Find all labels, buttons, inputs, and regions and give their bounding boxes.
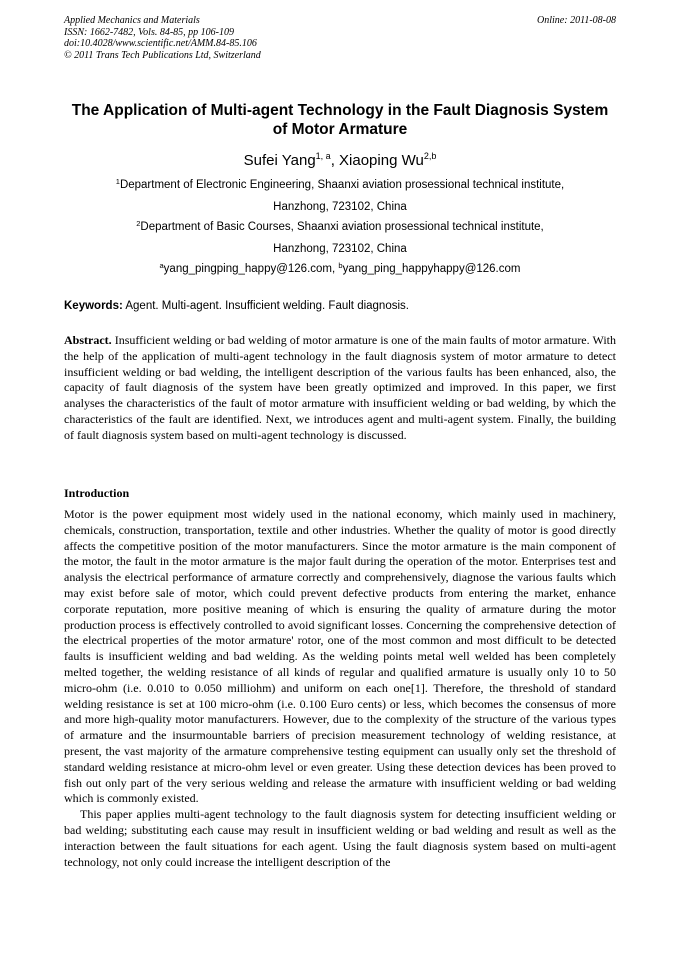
affiliation-line	[64, 217, 616, 239]
keywords-text: Agent. Multi-agent. Insufficient welding. Fault diagnosis.	[122, 300, 409, 312]
author-line	[64, 152, 616, 170]
email-text: yang_pingping_happy@126.com,	[163, 263, 339, 275]
paragraph: This paper applies multi-agent technology to the fault diagnosis system for detecting insufficient welding or bad welding; substituting each cause may result in insufficient welding or bad welding and result as well as the interaction between the fault situations for each agent. Using the fault diagnosis system based on multi-agent technology, not only could increase the intelligent description of the	[64, 807, 616, 869]
affiliation-line: Hanzhong, 723102, China	[273, 200, 407, 213]
author-name: Xiaoping Wu	[339, 152, 424, 169]
keywords-label: Keywords:	[64, 300, 123, 312]
keywords	[64, 298, 616, 314]
affiliation-line	[64, 175, 616, 197]
journal-name: Applied Mechanics and Materials	[64, 15, 200, 26]
email-superscript: b	[338, 261, 343, 270]
issn-line: ISSN: 1662-7482, Vols. 84-85, pp 106-109	[64, 26, 234, 38]
affiliation-text: Department of Basic Courses, Shaanxi aviation prosessional technical institute,	[140, 221, 544, 233]
abstract-label: Abstract.	[64, 333, 112, 347]
journal-header	[64, 15, 616, 61]
affiliation-superscript: 1	[115, 177, 120, 186]
affiliation-1	[64, 175, 616, 218]
paper-title: The Application of Multi-agent Technology in the Fault Diagnosis System of Motor Armature	[71, 102, 609, 138]
email-text: yang_ping_happyhappy@126.com	[342, 263, 521, 275]
author-name: Sufei Yang	[243, 152, 316, 169]
abstract	[64, 333, 616, 444]
affiliation-superscript: 2	[136, 219, 141, 228]
doi-line: doi:10.4028/www.scientific.net/AMM.84-85.106	[64, 38, 257, 49]
abstract-text: Insufficient welding or bad welding of motor armature is one of the main faults of motor armature. With the help of the application of multi-agent technology in the fault diagnosis system of motor armature to detect insufficient welding or bad welding, the intelligent description of the various faults has been enhanced, also, the capacity of fault diagnosis of the system have been greatly optimized and improved. In this paper, we first analyses the characteristics of the fault of motor armature with insufficient welding or bad welding, by which the characteristics of the fault are identified. Next, we introduces agent and multi-agent system. Finally, the building of fault diagnosis system based on multi-agent technology is discussed.	[64, 333, 616, 442]
author-superscript: 2,b	[423, 151, 437, 161]
paragraph: Motor is the power equipment most widely used in the national economy, which mainly used in machinery, chemicals, construction, transportation, textile and other industries. Whether the quality of motor is good directly affects the competitive position of the motor manufacturers. Since the motor armature is the main component of the motor, the fault in the motor armature is the major fault during the operation of the motor. Enterprises test and analysis the electrical performance of armature correctly and comprehensively, diagnose the various faults which may exist before sale of motor, which could prevent defective products from entering the market, enhance corporate reputation, more positive meaning of which is ensuring the quality of armature during the motor production process is effectively controlled to avoid significant losses. Concerning the comprehensive detection of the electrical properties of the motor armature' rotor, one of the most common and most difficult to be detected faults is insufficient welding and bad welding. As the welding points metal well welded has been completely melted together, the welding resistance of all kinds of regular and qualified armature is usually only 10 to 50 micro-ohm (i.e. 0.010 to 0.050 milliohm) and uniform on each one[1]. Therefore, the threshold of standard welding resistance is set at 100 micro-ohm (i.e. 0.100 Euro cents) or less, which becomes the consensus of more and more high-quality motor manufacturers. However, due to the complexity of the structure of the various types of armature and the insurmountable barriers of precision measurement technology of welding resistance, at present, the vast majority of the armature comprehensive testing equipment can usually only set the threshold of standard welding resistance at micro-ohm level or even greater. Using these detection devices has been proved to fish out only part of the very serious welding and release the armature with insufficient welding or bad welding which is commonly existed.	[64, 507, 616, 806]
section-heading-introduction: Introduction	[64, 486, 130, 500]
affiliation-text: Department of Electronic Engineering, Shaanxi aviation prosessional technical institute,	[119, 179, 565, 191]
author-superscript: 1, a	[315, 151, 331, 161]
author-separator: ,	[330, 152, 340, 169]
affiliation-2	[64, 217, 616, 260]
email-superscript: a	[159, 261, 164, 270]
online-date: Online: 2011-08-08	[537, 15, 616, 26]
introduction-body	[64, 507, 616, 870]
affiliation-line: Hanzhong, 723102, China	[273, 242, 407, 255]
copyright-line: © 2011 Trans Tech Publications Ltd, Switzerland	[64, 49, 261, 61]
email-line	[64, 259, 616, 281]
